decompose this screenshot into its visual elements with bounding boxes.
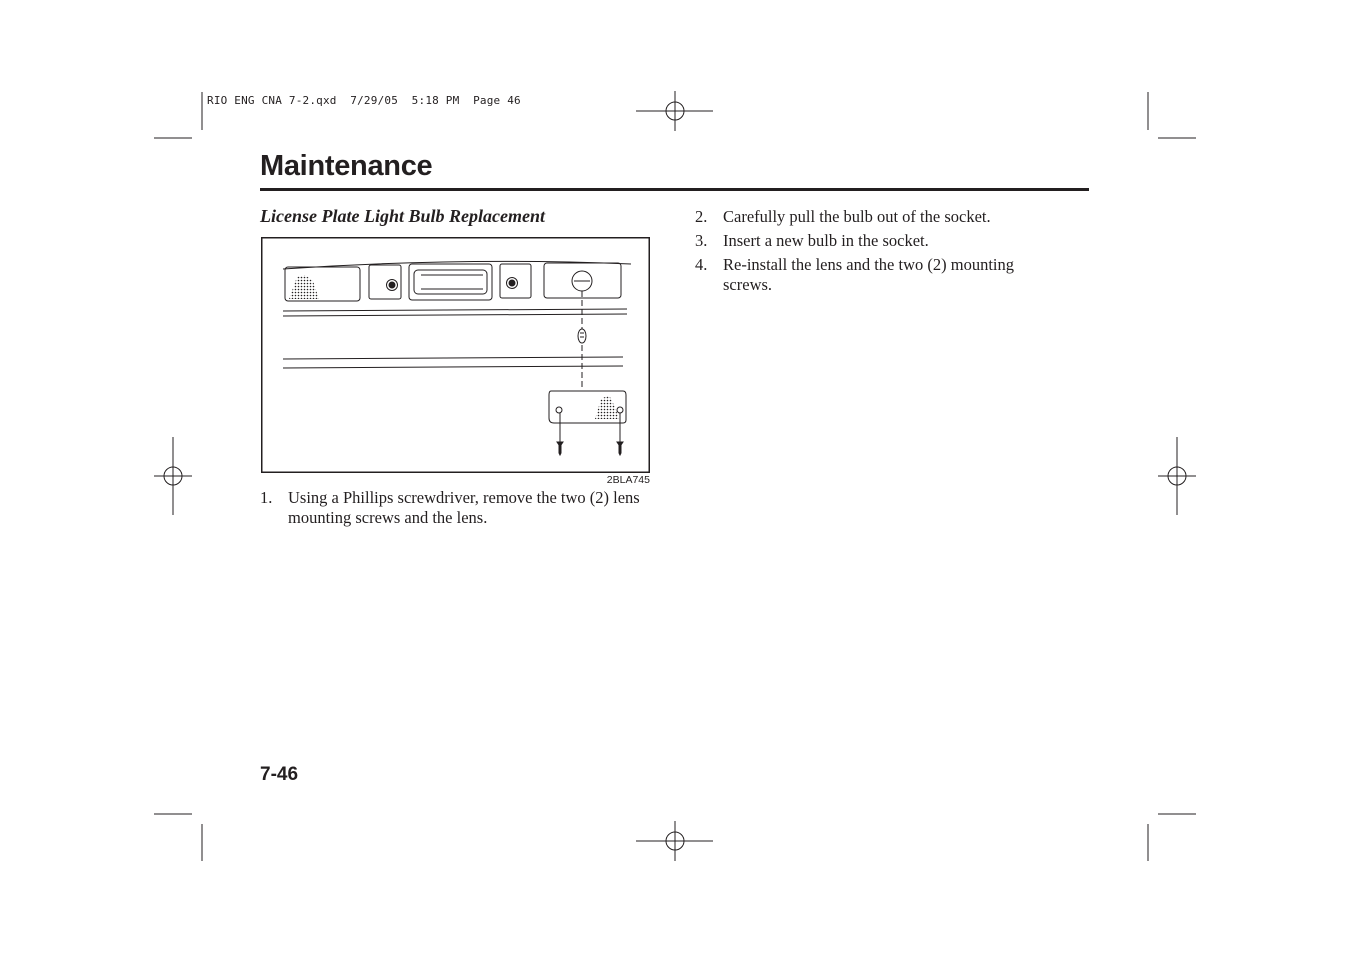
- list-item: [695, 207, 1055, 227]
- list-item: [695, 255, 1055, 295]
- list-item: [260, 488, 650, 528]
- step-text: Using a Phillips screwdriver, remove the two (2) lens mounting screws and the lens.: [288, 488, 640, 527]
- section-heading: License Plate Light Bulb Replacement: [260, 206, 545, 226]
- print-slug-line: RIO ENG CNA 7-2.qxd 7/29/05 5:18 PM Page 46: [207, 94, 521, 107]
- step-number: 4.: [695, 255, 708, 274]
- list-item: [695, 231, 1055, 251]
- step-text: Carefully pull the bulb out of the socket.: [723, 207, 991, 226]
- step-number: 3.: [695, 231, 708, 250]
- step-number: 2.: [695, 207, 708, 226]
- steps-list-right: [695, 207, 1055, 299]
- license-plate-light-illustration: [261, 237, 650, 473]
- page-number: 7-46: [260, 764, 299, 785]
- step-text: Re-install the lens and the two (2) mounting screws.: [723, 255, 1014, 294]
- title-rule: [260, 188, 1089, 191]
- step-number: 1.: [260, 488, 273, 507]
- figure-code: 2BLA745: [606, 474, 650, 486]
- page-title: Maintenance: [260, 150, 433, 182]
- step-text: Insert a new bulb in the socket.: [723, 231, 929, 250]
- steps-list-left: [260, 488, 650, 532]
